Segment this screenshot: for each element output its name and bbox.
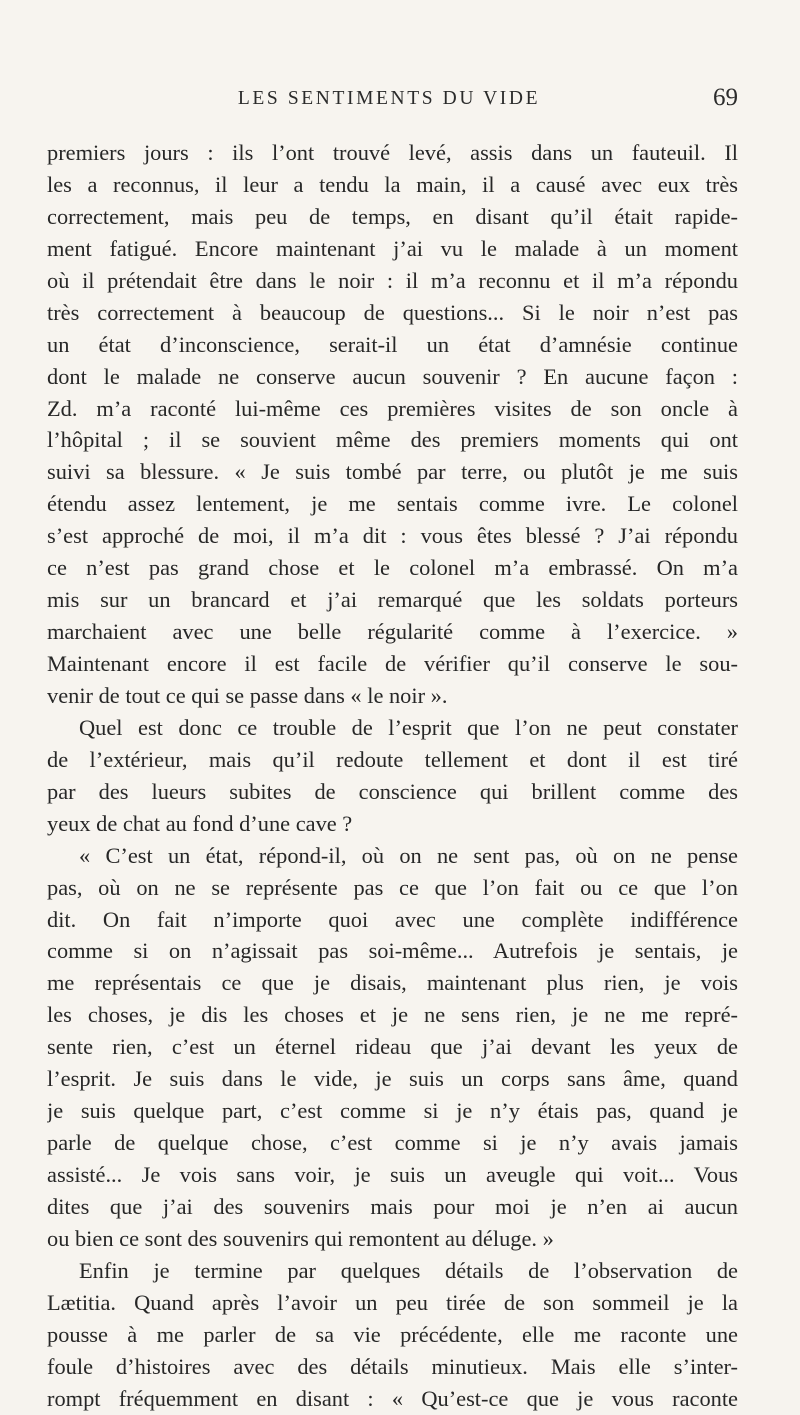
text-line: correctement, mais peu de temps, en disant qu’il était rapide- — [47, 203, 738, 229]
page-number: 69 — [713, 84, 738, 111]
text-line: Zd. m’a raconté lui-même ces premières visites de son oncle à — [47, 395, 738, 421]
text-line: foule d’histoires avec des détails minutieux. Mais elle s’inter- — [47, 1353, 738, 1379]
text-line: Quel est donc ce trouble de l’esprit que l’on ne peut constater — [79, 714, 738, 740]
text-line: Enfin je termine par quelques détails de l’observation de — [79, 1257, 738, 1283]
text-line: s’est approché de moi, il m’a dit : vous êtes blessé ? J’ai répondu — [47, 523, 738, 549]
text-line: dites que j’ai des souvenirs mais pour moi je n’en ai aucun — [47, 1193, 738, 1219]
text-line: parle de quelque chose, c’est comme si je n’y avais jamais — [47, 1130, 738, 1156]
body-text — [47, 137, 738, 1415]
text-line: où il prétendait être dans le noir : il m’a reconnu et il m’a répondu — [47, 267, 738, 293]
running-title: LES SENTIMENTS DU VIDE — [237, 88, 541, 109]
text-line: je suis quelque part, c’est comme si je n’y étais pas, quand je — [47, 1098, 738, 1124]
text-line: un état d’inconscience, serait-il un état d’amnésie continue — [47, 331, 738, 357]
text-line: ou bien ce sont des souvenirs qui remontent au déluge. » — [47, 1225, 554, 1251]
text-line: pousse à me parler de sa vie précédente, elle me raconte une — [47, 1321, 738, 1347]
text-line: venir de tout ce qui se passe dans « le noir ». — [47, 682, 448, 708]
text-line: me représentais ce que je disais, maintenant plus rien, je vois — [47, 970, 738, 996]
text-line: yeux de chat au fond d’une cave ? — [47, 810, 353, 836]
text-line: mis sur un brancard et j’ai remarqué que les soldats porteurs — [47, 587, 738, 613]
text-line: de l’extérieur, mais qu’il redoute tellement et dont il est tiré — [47, 746, 738, 772]
text-line: étendu assez lentement, je me sentais comme ivre. Le colonel — [47, 491, 738, 517]
text-line: comme si on n’agissait pas soi-même... Autrefois je sentais, je — [47, 938, 738, 964]
text-line: « C’est un état, répond-il, où on ne sent pas, où on ne pense — [79, 842, 738, 868]
text-line: Lætitia. Quand après l’avoir un peu tirée de son sommeil je la — [47, 1289, 738, 1315]
text-line: assisté... Je vois sans voir, je suis un aveugle qui voit... Vous — [47, 1162, 738, 1187]
text-line: par des lueurs subites de conscience qui brillent comme des — [47, 778, 738, 804]
text-line: ce n’est pas grand chose et le colonel m’a embrassé. On m’a — [47, 555, 738, 581]
text-line: dont le malade ne conserve aucun souvenir ? En aucune façon : — [47, 363, 738, 389]
text-line: dit. On fait n’importe quoi avec une complète indifférence — [47, 906, 738, 932]
text-line: marchaient avec une belle régularité comme à l’exercice. » — [47, 619, 738, 645]
text-line: rompt fréquemment en disant : « Qu’est-ce que je vous raconte — [47, 1385, 738, 1411]
text-line: Maintenant encore il est facile de vérifier qu’il conserve le sou- — [47, 651, 738, 676]
text-line: ment fatigué. Encore maintenant j’ai vu le malade à un moment — [47, 235, 738, 261]
text-line: l’esprit. Je suis dans le vide, je suis un corps sans âme, quand — [47, 1066, 738, 1092]
text-line: les a reconnus, il leur a tendu la main, il a causé avec eux très — [47, 171, 738, 197]
text-line: sente rien, c’est un éternel rideau que j’ai devant les yeux de — [47, 1034, 738, 1060]
text-line: pas, où on ne se représente pas ce que l’on fait ou ce que l’on — [47, 874, 738, 900]
text-line: très correctement à beaucoup de questions... Si le noir n’est pas — [47, 299, 738, 325]
text-line: les choses, je dis les choses et je ne sens rien, je ne me repré- — [47, 1002, 738, 1028]
running-head — [40, 84, 738, 114]
text-line: l’hôpital ; il se souvient même des premiers moments qui ont — [47, 427, 738, 453]
text-line: suivi sa blessure. « Je suis tombé par terre, ou plutôt je me suis — [47, 459, 738, 485]
text-line: premiers jours : ils l’ont trouvé levé, assis dans un fauteuil. Il — [47, 140, 738, 165]
